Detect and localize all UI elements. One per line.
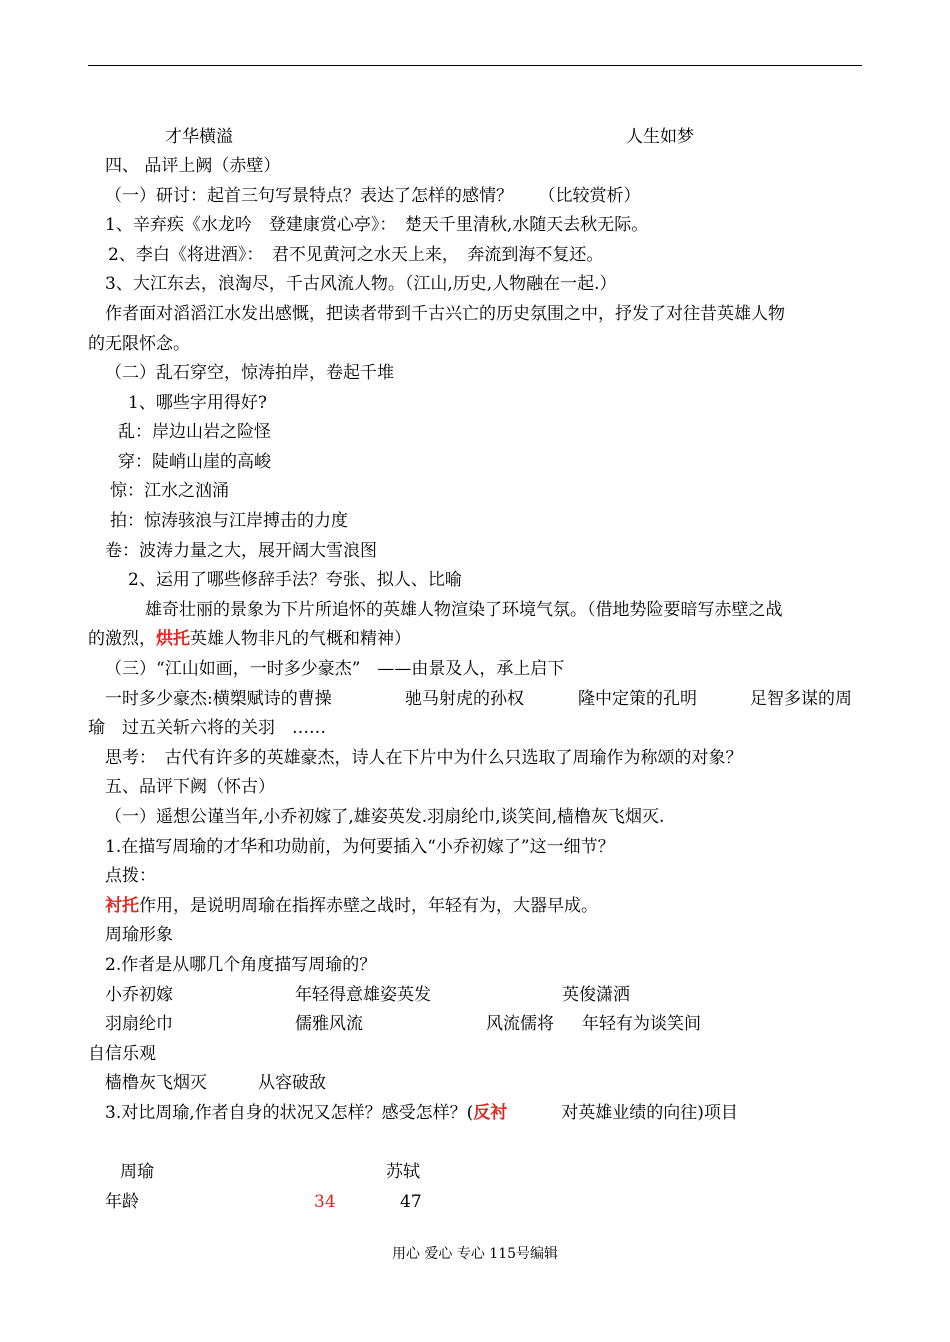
emphasis-fanchen: 反衬	[473, 1103, 508, 1123]
heroes-cao: 一时多少豪杰:横槊赋诗的曹操	[105, 689, 332, 709]
table-cell-su-age: 47	[400, 1192, 422, 1212]
question-text: 3.对比周瑜,作者自身的状况又怎样？感受怎样？(	[105, 1103, 474, 1123]
paragraph-text: 的激烈，	[88, 629, 156, 649]
angle-item: 羽扇纶巾	[105, 1014, 173, 1034]
angle-item: 儒雅风流	[295, 1014, 363, 1034]
word-note-chuan: 穿：陡峭山崖的高峻	[118, 452, 271, 472]
question-contrast	[105, 1102, 738, 1124]
example-su: 3、大江东去，浪淘尽，千古风流人物。（江山,历史,人物融在一起.）	[105, 274, 617, 294]
header-rule	[88, 65, 862, 66]
word-note-pai: 拍：惊涛骇浪与江岸搏击的力度	[110, 511, 348, 531]
paragraph-line: 作者面对滔滔江水发出感慨，把读者带到千古兴亡的历史氛围之中，抒发了对往昔英雄人物	[105, 304, 785, 324]
page-footer: 用心 爱心 专心 115号编辑	[391, 1246, 559, 1262]
angle-item: 英俊潇洒	[562, 985, 630, 1005]
text-life-dream: 人生如梦	[626, 127, 694, 147]
table-cell-zhou-age: 34	[314, 1192, 336, 1212]
paragraph-line: 雄奇壮丽的景象为下片所追怀的英雄人物渲染了环境气氛。（借地势险要暗写赤壁之战	[145, 600, 783, 620]
table-row-label-age: 年龄	[105, 1192, 139, 1212]
section-heading-4: 四、 品评上阙（赤壁）	[105, 156, 281, 176]
emphasis-hongtuo: 烘托	[156, 629, 190, 649]
question-1: （一）研讨：起首三句写景特点？表达了怎样的感情？ （比较赏析）	[105, 186, 641, 206]
word-note-jing: 惊：江水之汹涌	[110, 481, 229, 501]
word-note-juan: 卷：波涛力量之大，展开阔大雪浪图	[105, 541, 377, 561]
thinking-question: 思考： 古代有许多的英雄豪杰，诗人在下片中为什么只选取了周瑜作为称颂的对象？	[105, 748, 743, 768]
paragraph-text: 英雄人物非凡的气概和精神）	[190, 629, 411, 649]
angle-item: 樯橹灰飞烟灭	[105, 1073, 207, 1093]
subsection-heading-3: （三）“江山如画，一时多少豪杰” ——由景及人，承上启下	[105, 659, 565, 679]
angle-item: 小乔初嫁	[105, 985, 173, 1005]
angle-item: 风流儒将	[486, 1014, 554, 1034]
word-note-luan: 乱：岸边山岩之险怪	[118, 422, 271, 442]
question-rhetoric: 2、运用了哪些修辞手法？夸张、拟人、比喻	[128, 570, 462, 590]
text-talent: 才华横溢	[165, 127, 233, 147]
example-xin: 1、辛弃疾《水龙吟 登建康赏心亭》： 楚天千里清秋,水随天去秋无际。	[105, 215, 649, 235]
section-heading-5: 五、品评下阙（怀古）	[105, 777, 275, 797]
hint-text	[105, 895, 598, 917]
subsection-heading-2: （二）乱石穿空，惊涛拍岸，卷起千堆	[105, 363, 394, 383]
question-text: 对英雄业绩的向往)项目	[561, 1103, 738, 1123]
table-header-zhou: 周瑜	[120, 1162, 154, 1182]
subsection-heading-1: （一）遥想公谨当年,小乔初嫁了,雄姿英发.羽扇纶巾,谈笑间,樯橹灰飞烟灭.	[105, 807, 665, 827]
paragraph-line	[88, 628, 411, 650]
heroes-sun: 驰马射虎的孙权	[405, 689, 524, 709]
heroes-guan: 瑜 过五关斩六将的关羽 ……	[88, 718, 326, 738]
example-li: 2、李白《将进酒》： 君不见黄河之水天上来， 奔流到海不复还。	[108, 245, 604, 265]
emphasis-chentuo: 衬托	[105, 896, 139, 916]
angle-item: 年轻有为谈笑间	[582, 1014, 701, 1034]
question-words: 1、哪些字用得好?	[128, 393, 267, 413]
question-detail: 1.在描写周瑜的才华和功勋前，为何要插入“小乔初嫁了”这一细节？	[105, 837, 615, 857]
angle-item: 自信乐观	[88, 1044, 156, 1064]
hint-label: 点拨：	[105, 866, 156, 886]
heroes-kongming: 隆中定策的孔明	[578, 689, 697, 709]
heroes-zhou: 足智多谋的周	[750, 689, 852, 709]
angle-item: 年轻得意雄姿英发	[295, 985, 431, 1005]
table-header-su: 苏轼	[386, 1162, 420, 1182]
zhou-image-heading: 周瑜形象	[105, 925, 173, 945]
paragraph-line: 的无限怀念。	[88, 334, 190, 354]
angle-item: 从容破敌	[258, 1073, 326, 1093]
hint-body: 作用，是说明周瑜在指挥赤壁之战时，年轻有为，大器早成。	[139, 896, 598, 916]
question-angles: 2.作者是从哪几个角度描写周瑜的？	[105, 955, 377, 975]
